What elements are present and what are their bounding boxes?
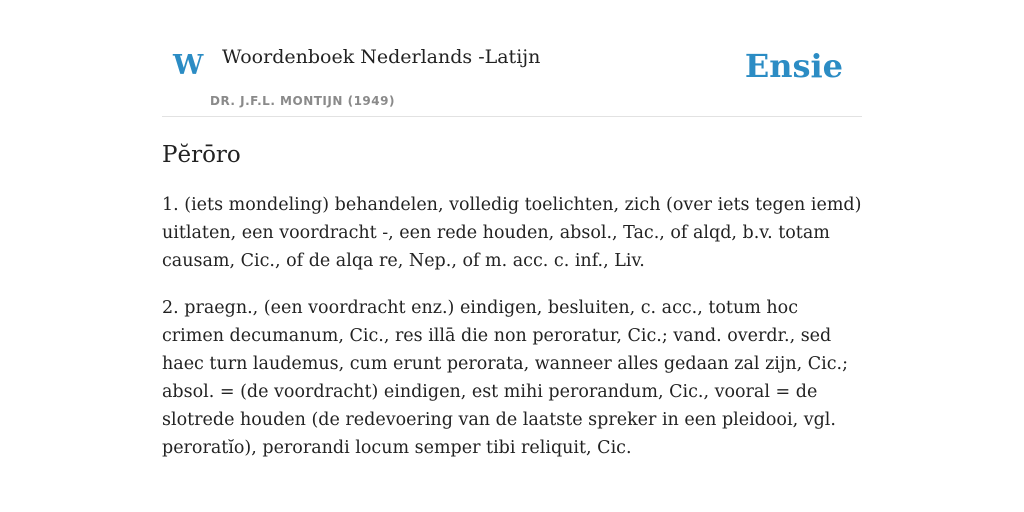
entry-headword: Pĕrōro [162,142,241,168]
page-content [162,0,862,462]
dictionary-logo[interactable]: W [173,50,204,81]
definition-1: 1. (iets mondeling) behandelen, volledig toelichten, zich (over iets tegen iemd) uitlaten, een voordracht -, een rede houden, absol., Tac., of alqd, b.v. totam causam, Cic., of de alqa re, Nep., of m. acc. c. inf., Liv. [162,194,862,271]
dictionary-header [162,0,862,117]
ensie-logo[interactable]: Ensie [744,47,843,85]
definition-2: 2. praegn., (een voordracht enz.) eindigen, besluiten, c. acc., totum hoc crimen decumanum, Cic., res illā die non peroratur, Cic.; vand. overdr., sed haec turn laudemus, cum erunt perorata, wanneer alles gedaan zal zijn, Cic.; absol. = (de voordracht) eindigen, est mihi perorandum, Cic., vooral = de slotrede houden (de redevoering van de laatste spreker in een pleidooi, vgl. peroratĭo), perorandi locum semper tibi reliquit, Cic. [162,297,848,458]
dictionary-title[interactable]: Woordenboek Nederlands -Latijn [222,46,541,68]
dictionary-author: DR. J.F.L. MONTIJN (1949) [210,94,395,108]
